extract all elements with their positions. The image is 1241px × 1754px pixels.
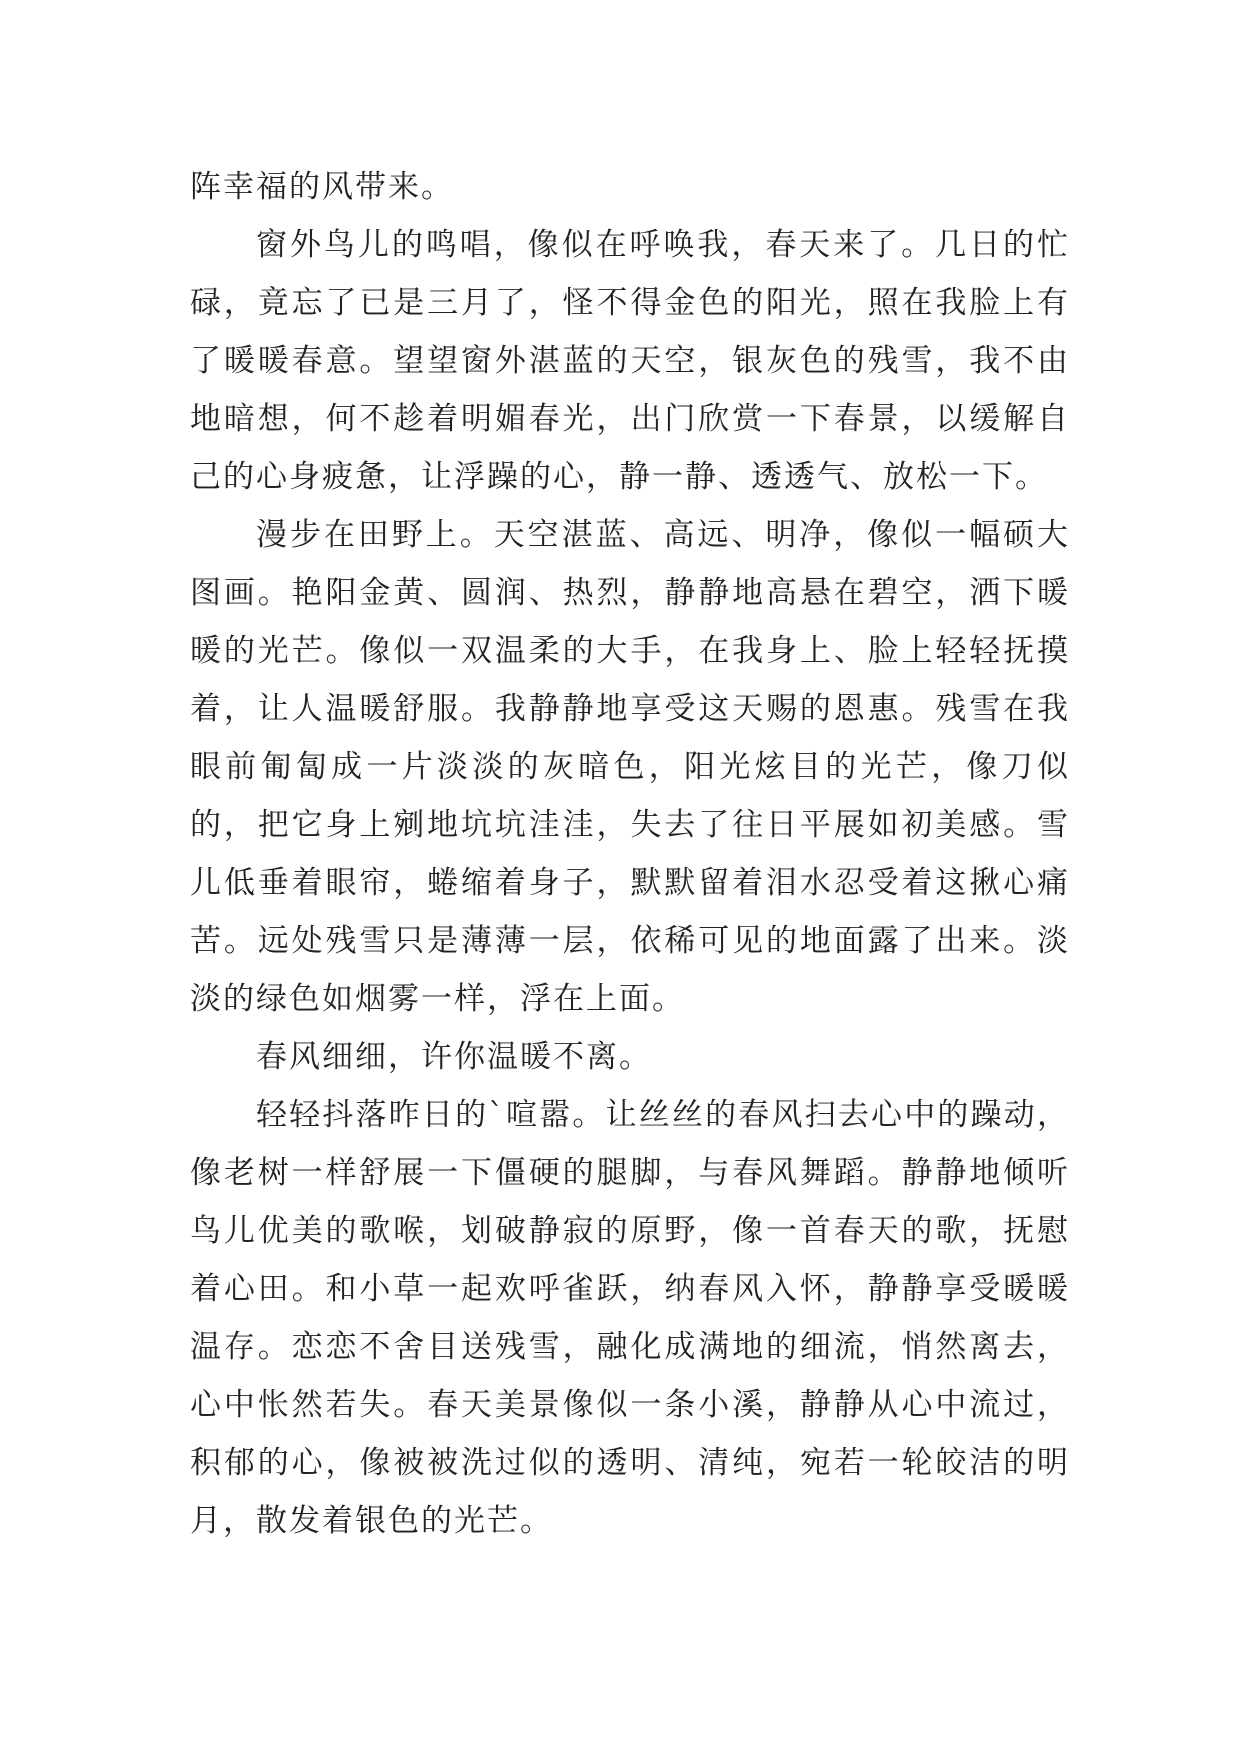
paragraph-spring-arrival: 窗外鸟儿的鸣唱，像似在呼唤我，春天来了。几日的忙碌，竟忘了已是三月了，怪不得金色的阳光，照在我脸上有了暖暖春意。望望窗外湛蓝的天空，银灰色的残雪，我不由地暗想，何不趁着明媚春光，出门欣赏一下春景，以缓解自己的心身疲惫，让浮躁的心，静一静、透透气、放松一下。 bbox=[190, 227, 1070, 495]
article-body bbox=[190, 158, 1070, 1550]
paragraph-continuation: 阵幸福的风带来。 bbox=[190, 169, 454, 205]
paragraph-field-walk: 漫步在田野上。天空湛蓝、高远、明净，像似一幅硕大图画。艳阳金黄、圆润、热烈，静静地高悬在碧空，洒下暖暖的光芒。像似一双温柔的大手，在我身上、脸上轻轻抚摸着，让人温暖舒服。我静静地享受这天赐的恩惠。残雪在我眼前匍匐成一片淡淡的灰暗色，阳光炫目的光芒，像刀似的，把它身上剜地坑坑洼洼，失去了往日平展如初美感。雪儿低垂着眼帘，蜷缩着身子，默默留着泪水忍受着这揪心痛苦。远处残雪只是薄薄一层，依稀可见的地面露了出来。淡淡的绿色如烟雾一样，浮在上面。 bbox=[190, 517, 1070, 1017]
paragraph-shake-off: 轻轻抖落昨日的`喧嚣。让丝丝的春风扫去心中的躁动，像老树一样舒展一下僵硬的腿脚，与春风舞蹈。静静地倾听鸟儿优美的歌喉，划破静寂的原野，像一首春天的歌，抚慰着心田。和小草一起欢呼雀跃，纳春风入怀，静静享受暖暖温存。恋恋不舍目送残雪，融化成满地的细流，悄然离去，心中怅然若失。春天美景像似一条小溪，静静从心中流过，积郁的心，像被被洗过似的透明、清纯，宛若一轮皎洁的明月，散发着银色的光芒。 bbox=[190, 1097, 1070, 1539]
paragraph-spring-breeze: 春风细细，许你温暖不离。 bbox=[256, 1039, 652, 1075]
